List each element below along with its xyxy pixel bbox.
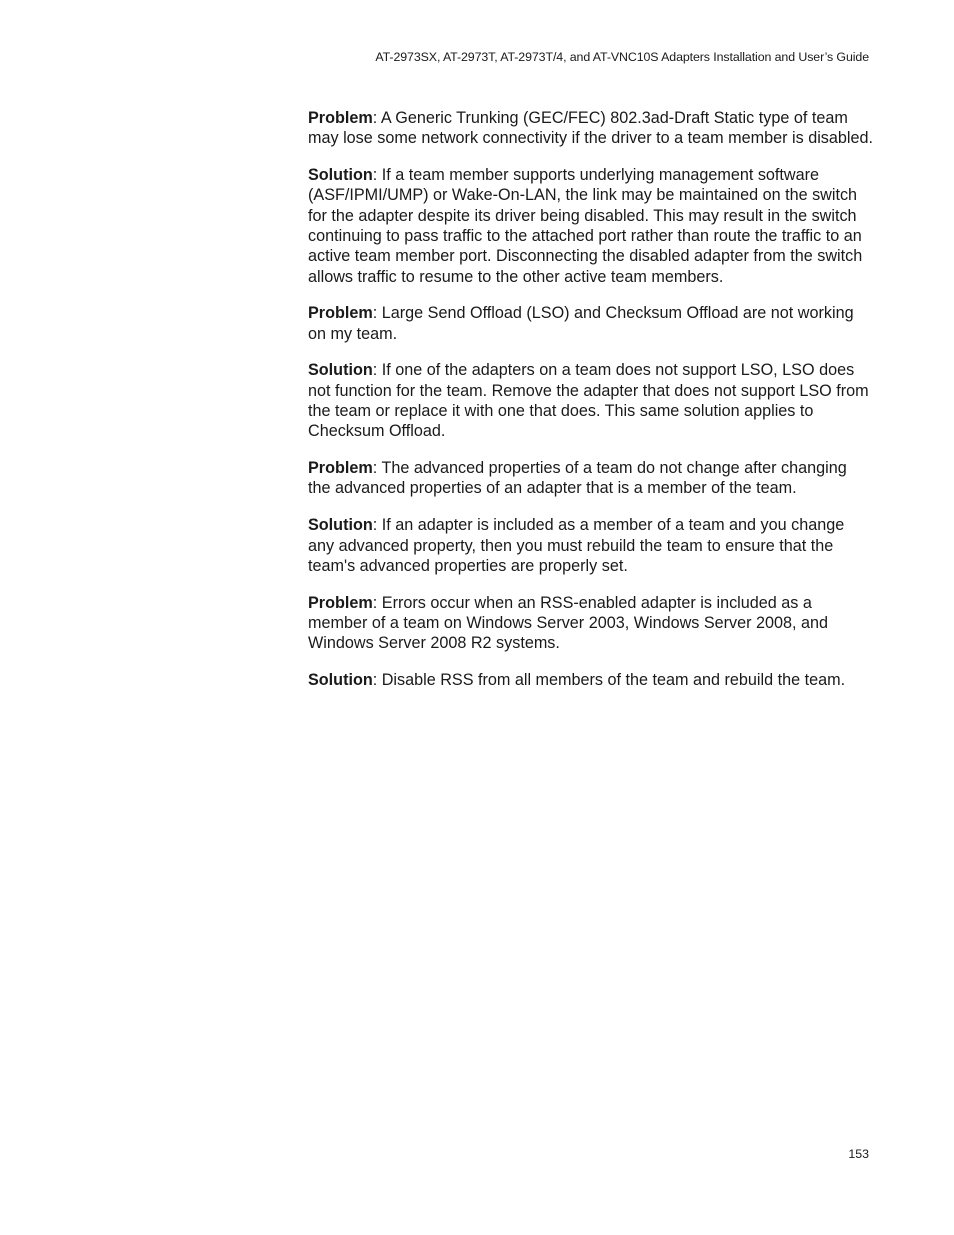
entry-term: Solution bbox=[308, 166, 373, 185]
entry-solution-rss bbox=[308, 670, 873, 690]
entry-term: Problem bbox=[308, 459, 373, 478]
entry-term: Solution bbox=[308, 361, 373, 380]
entry-text: : If one of the adapters on a team does not support LSO, LSO does not function for the team. Remove the adapter that does not support LSO from the team or replace it with one that does. This same solution applies to Checksum Offload. bbox=[308, 361, 869, 441]
entry-problem-gec-fec bbox=[308, 108, 873, 149]
entry-text: : If an adapter is included as a member of a team and you change any advanced property, then you must rebuild the team to ensure that the team's advanced properties are properly set. bbox=[308, 516, 845, 575]
page-number: 153 bbox=[848, 1147, 869, 1161]
entry-text: : The advanced properties of a team do not change after changing the advanced properties of an adapter that is a member of the team. bbox=[308, 459, 847, 498]
entry-problem-lso bbox=[308, 303, 873, 344]
entry-problem-advanced-properties bbox=[308, 458, 873, 499]
entry-solution-lso bbox=[308, 360, 873, 441]
running-header: AT-2973SX, AT-2973T, AT-2973T/4, and AT-VNC10S Adapters Installation and User’s Guide bbox=[375, 50, 869, 64]
entry-text: : Errors occur when an RSS-enabled adapter is included as a member of a team on Windows Server 2003, Windows Server 2008, and Windows Server 2008 R2 systems. bbox=[308, 593, 829, 653]
troubleshooting-content bbox=[308, 108, 873, 707]
entry-solution-gec-fec bbox=[308, 165, 873, 287]
entry-problem-rss bbox=[308, 593, 873, 654]
entry-text: : If a team member supports underlying management software (ASF/IPMI/UMP) or Wake-On-LAN, the link may be maintained on the switch for the adapter despite its driver being disabled. This may result in the switch continuing to pass traffic to the attached port rather than route the traffic to an active team member port. Disconnecting the disabled adapter from the switch allows traffic to resume to the other active team members. bbox=[308, 166, 863, 286]
entry-solution-advanced-properties bbox=[308, 515, 873, 576]
entry-term: Solution bbox=[308, 671, 373, 690]
entry-term: Problem bbox=[308, 593, 373, 612]
entry-text: : Disable RSS from all members of the team and rebuild the team. bbox=[372, 671, 846, 690]
entry-text: : A Generic Trunking (GEC/FEC) 802.3ad-Draft Static type of team may lose some network connectivity if the driver to a team member is disabled. bbox=[308, 109, 873, 148]
entry-term: Solution bbox=[308, 516, 373, 535]
entry-term: Problem bbox=[308, 109, 373, 127]
entry-term: Problem bbox=[308, 304, 373, 323]
entry-text: : Large Send Offload (LSO) and Checksum Offload are not working on my team. bbox=[308, 304, 854, 343]
